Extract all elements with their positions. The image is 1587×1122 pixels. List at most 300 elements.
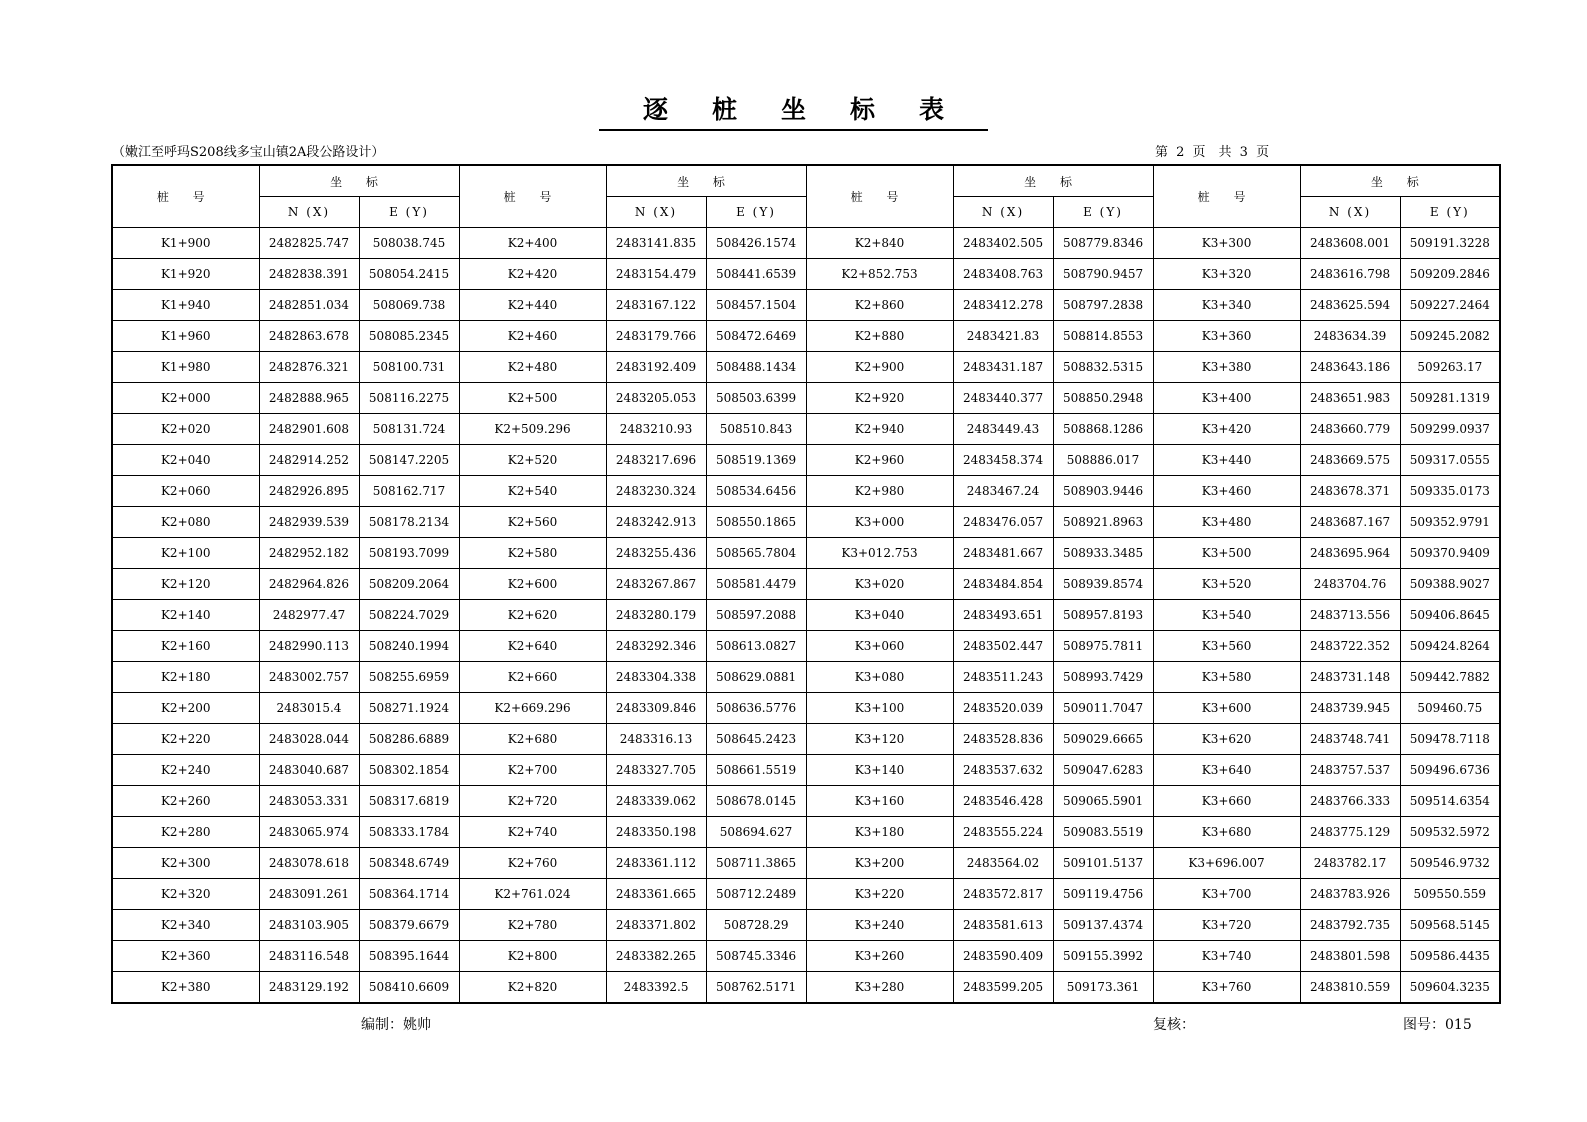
e-coord-cell: 508613.0827	[706, 631, 806, 662]
station-cell: K3+200	[806, 848, 953, 879]
station-cell: K3+400	[1153, 383, 1300, 414]
e-coord-cell: 508728.29	[706, 910, 806, 941]
n-coord-cell: 2483421.83	[953, 321, 1053, 352]
table-row	[112, 631, 1500, 662]
e-coord-cell: 508178.2134	[359, 507, 459, 538]
n-coord-cell: 2482952.182	[259, 538, 359, 569]
station-cell: K2+080	[112, 507, 259, 538]
n-coord-cell: 2482964.826	[259, 569, 359, 600]
n-coord-cell: 2483590.409	[953, 941, 1053, 972]
station-cell: K2+480	[459, 352, 606, 383]
e-header: E (Y)	[1400, 197, 1500, 228]
station-cell: K2+920	[806, 383, 953, 414]
e-coord-cell: 509352.9791	[1400, 507, 1500, 538]
station-cell: K3+000	[806, 507, 953, 538]
coord-header: 坐 标	[259, 165, 459, 197]
e-coord-cell: 508762.5171	[706, 972, 806, 1004]
n-coord-cell: 2483431.187	[953, 352, 1053, 383]
table-row	[112, 383, 1500, 414]
n-coord-cell: 2483371.802	[606, 910, 706, 941]
station-cell: K2+860	[806, 290, 953, 321]
e-coord-cell: 508745.3346	[706, 941, 806, 972]
n-coord-cell: 2482939.539	[259, 507, 359, 538]
coord-header: 坐 标	[953, 165, 1153, 197]
n-coord-cell: 2483449.43	[953, 414, 1053, 445]
table-row	[112, 755, 1500, 786]
station-cell: K3+720	[1153, 910, 1300, 941]
e-coord-cell: 509424.8264	[1400, 631, 1500, 662]
n-coord-cell: 2483242.913	[606, 507, 706, 538]
e-coord-cell: 509173.361	[1053, 972, 1153, 1004]
station-cell: K2+040	[112, 445, 259, 476]
table-row	[112, 290, 1500, 321]
e-coord-cell: 508348.6749	[359, 848, 459, 879]
station-cell: K2+440	[459, 290, 606, 321]
station-cell: K3+620	[1153, 724, 1300, 755]
n-coord-cell: 2483748.741	[1300, 724, 1400, 755]
station-cell: K3+040	[806, 600, 953, 631]
n-coord-cell: 2483002.757	[259, 662, 359, 693]
station-cell: K2+669.296	[459, 693, 606, 724]
e-coord-cell: 508488.1434	[706, 352, 806, 383]
e-coord-cell: 509101.5137	[1053, 848, 1153, 879]
station-cell: K3+740	[1153, 941, 1300, 972]
e-coord-cell: 509335.0173	[1400, 476, 1500, 507]
station-cell: K2+720	[459, 786, 606, 817]
e-coord-cell: 508850.2948	[1053, 383, 1153, 414]
station-cell: K3+420	[1153, 414, 1300, 445]
e-coord-cell: 508939.8574	[1053, 569, 1153, 600]
n-coord-cell: 2483810.559	[1300, 972, 1400, 1004]
station-cell: K2+500	[459, 383, 606, 414]
station-cell: K2+680	[459, 724, 606, 755]
station-cell: K1+960	[112, 321, 259, 352]
station-cell: K3+680	[1153, 817, 1300, 848]
n-header: N (X)	[953, 197, 1053, 228]
n-coord-cell: 2483458.374	[953, 445, 1053, 476]
n-coord-cell: 2483141.835	[606, 228, 706, 259]
n-coord-cell: 2483757.537	[1300, 755, 1400, 786]
station-cell: K2+820	[459, 972, 606, 1004]
n-coord-cell: 2483493.651	[953, 600, 1053, 631]
station-cell: K2+560	[459, 507, 606, 538]
station-cell: K1+980	[112, 352, 259, 383]
n-coord-cell: 2483402.505	[953, 228, 1053, 259]
e-coord-cell: 509263.17	[1400, 352, 1500, 383]
station-header: 桩 号	[459, 165, 606, 228]
n-coord-cell: 2483537.632	[953, 755, 1053, 786]
n-coord-cell: 2483091.261	[259, 879, 359, 910]
n-coord-cell: 2483572.817	[953, 879, 1053, 910]
n-coord-cell: 2483304.338	[606, 662, 706, 693]
station-cell: K3+240	[806, 910, 953, 941]
e-coord-cell: 509514.6354	[1400, 786, 1500, 817]
station-cell: K2+640	[459, 631, 606, 662]
station-cell: K2+840	[806, 228, 953, 259]
n-coord-cell: 2483792.735	[1300, 910, 1400, 941]
e-coord-cell: 508519.1369	[706, 445, 806, 476]
e-header: E (Y)	[1053, 197, 1153, 228]
e-coord-cell: 508457.1504	[706, 290, 806, 321]
station-cell: K3+760	[1153, 972, 1300, 1004]
e-coord-cell: 509550.559	[1400, 879, 1500, 910]
e-coord-cell: 509281.1319	[1400, 383, 1500, 414]
e-coord-cell: 508581.4479	[706, 569, 806, 600]
station-cell: K3+696.007	[1153, 848, 1300, 879]
table-row	[112, 724, 1500, 755]
n-coord-cell: 2483564.02	[953, 848, 1053, 879]
e-coord-cell: 508597.2088	[706, 600, 806, 631]
station-cell: K2+280	[112, 817, 259, 848]
e-coord-cell: 509370.9409	[1400, 538, 1500, 569]
n-coord-cell: 2483625.594	[1300, 290, 1400, 321]
e-coord-cell: 509245.2082	[1400, 321, 1500, 352]
table-row	[112, 910, 1500, 941]
station-cell: K2+880	[806, 321, 953, 352]
station-cell: K3+280	[806, 972, 953, 1004]
drawing-number: 图号：015	[1403, 1017, 1472, 1033]
station-cell: K2+980	[806, 476, 953, 507]
station-cell: K2+380	[112, 972, 259, 1004]
table-row	[112, 817, 1500, 848]
station-cell: K2+220	[112, 724, 259, 755]
n-coord-cell: 2483555.224	[953, 817, 1053, 848]
station-cell: K2+240	[112, 755, 259, 786]
e-coord-cell: 509460.75	[1400, 693, 1500, 724]
station-cell: K2+180	[112, 662, 259, 693]
project-subtitle: （嫩江至呼玛S208线多宝山镇2A段公路设计）	[112, 145, 385, 160]
e-coord-cell: 509047.6283	[1053, 755, 1153, 786]
e-coord-cell: 508779.8346	[1053, 228, 1153, 259]
n-coord-cell: 2483116.548	[259, 941, 359, 972]
e-coord-cell: 509155.3992	[1053, 941, 1153, 972]
e-coord-cell: 508921.8963	[1053, 507, 1153, 538]
e-coord-cell: 508678.0145	[706, 786, 806, 817]
e-coord-cell: 508240.1994	[359, 631, 459, 662]
n-coord-cell: 2483267.867	[606, 569, 706, 600]
station-cell: K3+700	[1153, 879, 1300, 910]
e-coord-cell: 508085.2345	[359, 321, 459, 352]
station-cell: K3+140	[806, 755, 953, 786]
station-cell: K3+440	[1153, 445, 1300, 476]
table-row	[112, 569, 1500, 600]
n-coord-cell: 2483687.167	[1300, 507, 1400, 538]
e-coord-cell: 509388.9027	[1400, 569, 1500, 600]
n-coord-cell: 2483766.333	[1300, 786, 1400, 817]
e-coord-cell: 508100.731	[359, 352, 459, 383]
station-cell: K3+480	[1153, 507, 1300, 538]
n-coord-cell: 2483154.479	[606, 259, 706, 290]
e-coord-cell: 508147.2205	[359, 445, 459, 476]
n-coord-cell: 2483015.4	[259, 693, 359, 724]
station-cell: K2+020	[112, 414, 259, 445]
table-row	[112, 476, 1500, 507]
n-coord-cell: 2483217.696	[606, 445, 706, 476]
station-cell: K2+940	[806, 414, 953, 445]
station-cell: K2+000	[112, 383, 259, 414]
station-cell: K2+800	[459, 941, 606, 972]
page-number: 第 2 页 共 3 页	[1155, 145, 1270, 160]
e-coord-cell: 508038.745	[359, 228, 459, 259]
n-coord-cell: 2483695.964	[1300, 538, 1400, 569]
e-coord-cell: 509496.6736	[1400, 755, 1500, 786]
e-coord-cell: 508712.2489	[706, 879, 806, 910]
n-coord-cell: 2483511.243	[953, 662, 1053, 693]
station-cell: K3+660	[1153, 786, 1300, 817]
station-cell: K3+100	[806, 693, 953, 724]
e-coord-cell: 508224.7029	[359, 600, 459, 631]
e-coord-cell: 509065.5901	[1053, 786, 1153, 817]
n-coord-cell: 2483412.278	[953, 290, 1053, 321]
n-coord-cell: 2483783.926	[1300, 879, 1400, 910]
e-coord-cell: 508814.8553	[1053, 321, 1153, 352]
station-cell: K2+852.753	[806, 259, 953, 290]
station-cell: K2+120	[112, 569, 259, 600]
station-cell: K1+900	[112, 228, 259, 259]
e-coord-cell: 508903.9446	[1053, 476, 1153, 507]
n-coord-cell: 2483581.613	[953, 910, 1053, 941]
n-coord-cell: 2483053.331	[259, 786, 359, 817]
n-coord-cell: 2483280.179	[606, 600, 706, 631]
e-coord-cell: 509546.9732	[1400, 848, 1500, 879]
n-coord-cell: 2483255.436	[606, 538, 706, 569]
e-header: E (Y)	[359, 197, 459, 228]
e-coord-cell: 508317.6819	[359, 786, 459, 817]
n-coord-cell: 2483608.001	[1300, 228, 1400, 259]
station-cell: K2+960	[806, 445, 953, 476]
n-coord-cell: 2482851.034	[259, 290, 359, 321]
n-coord-cell: 2483192.409	[606, 352, 706, 383]
station-cell: K3+640	[1153, 755, 1300, 786]
n-coord-cell: 2483392.5	[606, 972, 706, 1004]
station-cell: K2+100	[112, 538, 259, 569]
n-coord-cell: 2483316.13	[606, 724, 706, 755]
e-coord-cell: 508711.3865	[706, 848, 806, 879]
coordinate-table	[111, 164, 1501, 1004]
n-header: N (X)	[259, 197, 359, 228]
n-coord-cell: 2483350.198	[606, 817, 706, 848]
station-cell: K2+600	[459, 569, 606, 600]
table-row	[112, 259, 1500, 290]
n-coord-cell: 2483361.665	[606, 879, 706, 910]
n-coord-cell: 2483065.974	[259, 817, 359, 848]
e-coord-cell: 508069.738	[359, 290, 459, 321]
e-coord-cell: 508193.7099	[359, 538, 459, 569]
station-cell: K3+520	[1153, 569, 1300, 600]
n-coord-cell: 2483678.371	[1300, 476, 1400, 507]
n-coord-cell: 2483616.798	[1300, 259, 1400, 290]
station-header: 桩 号	[1153, 165, 1300, 228]
station-cell: K3+180	[806, 817, 953, 848]
n-coord-cell: 2483309.846	[606, 693, 706, 724]
e-coord-cell: 509299.0937	[1400, 414, 1500, 445]
n-coord-cell: 2482838.391	[259, 259, 359, 290]
e-coord-cell: 508410.6609	[359, 972, 459, 1004]
station-cell: K3+300	[1153, 228, 1300, 259]
station-cell: K2+660	[459, 662, 606, 693]
e-coord-cell: 509227.2464	[1400, 290, 1500, 321]
station-cell: K3+220	[806, 879, 953, 910]
station-header: 桩 号	[112, 165, 259, 228]
e-coord-cell: 509191.3228	[1400, 228, 1500, 259]
n-coord-cell: 2483704.76	[1300, 569, 1400, 600]
e-coord-cell: 508426.1574	[706, 228, 806, 259]
table-row	[112, 321, 1500, 352]
table-row	[112, 879, 1500, 910]
n-coord-cell: 2482863.678	[259, 321, 359, 352]
table-row	[112, 352, 1500, 383]
station-cell: K3+340	[1153, 290, 1300, 321]
e-coord-cell: 508162.717	[359, 476, 459, 507]
e-coord-cell: 508209.2064	[359, 569, 459, 600]
n-coord-cell: 2483230.324	[606, 476, 706, 507]
e-coord-cell: 508441.6539	[706, 259, 806, 290]
station-cell: K1+940	[112, 290, 259, 321]
e-coord-cell: 509604.3235	[1400, 972, 1500, 1004]
station-cell: K2+300	[112, 848, 259, 879]
n-coord-cell: 2482977.47	[259, 600, 359, 631]
e-coord-cell: 508933.3485	[1053, 538, 1153, 569]
n-coord-cell: 2483713.556	[1300, 600, 1400, 631]
n-coord-cell: 2483546.428	[953, 786, 1053, 817]
n-coord-cell: 2483361.112	[606, 848, 706, 879]
e-coord-cell: 508395.1644	[359, 941, 459, 972]
e-coord-cell: 508868.1286	[1053, 414, 1153, 445]
e-coord-cell: 509137.4374	[1053, 910, 1153, 941]
station-cell: K3+460	[1153, 476, 1300, 507]
e-coord-cell: 508364.1714	[359, 879, 459, 910]
e-coord-cell: 509209.2846	[1400, 259, 1500, 290]
e-coord-cell: 509478.7118	[1400, 724, 1500, 755]
e-coord-cell: 509317.0555	[1400, 445, 1500, 476]
e-coord-cell: 509442.7882	[1400, 662, 1500, 693]
n-coord-cell: 2483782.17	[1300, 848, 1400, 879]
e-coord-cell: 508534.6456	[706, 476, 806, 507]
station-cell: K2+060	[112, 476, 259, 507]
coord-header: 坐 标	[606, 165, 806, 197]
n-coord-cell: 2483739.945	[1300, 693, 1400, 724]
station-cell: K2+540	[459, 476, 606, 507]
table-row	[112, 600, 1500, 631]
n-coord-cell: 2483078.618	[259, 848, 359, 879]
table-row	[112, 972, 1500, 1004]
e-coord-cell: 508286.6889	[359, 724, 459, 755]
station-cell: K3+012.753	[806, 538, 953, 569]
table-row	[112, 786, 1500, 817]
page-title: 逐桩坐标表	[599, 93, 988, 131]
e-coord-cell: 508510.843	[706, 414, 806, 445]
e-coord-cell: 508302.1854	[359, 755, 459, 786]
station-cell: K2+460	[459, 321, 606, 352]
e-coord-cell: 509119.4756	[1053, 879, 1153, 910]
e-coord-cell: 509532.5972	[1400, 817, 1500, 848]
e-coord-cell: 508993.7429	[1053, 662, 1153, 693]
e-coord-cell: 509029.6665	[1053, 724, 1153, 755]
table-row	[112, 445, 1500, 476]
n-coord-cell: 2483292.346	[606, 631, 706, 662]
n-coord-cell: 2482876.321	[259, 352, 359, 383]
station-cell: K2+700	[459, 755, 606, 786]
station-cell: K3+020	[806, 569, 953, 600]
station-cell: K3+080	[806, 662, 953, 693]
e-coord-cell: 509586.4435	[1400, 941, 1500, 972]
station-cell: K2+400	[459, 228, 606, 259]
reviewer-label: 复核：	[1153, 1017, 1195, 1033]
n-coord-cell: 2483722.352	[1300, 631, 1400, 662]
n-coord-cell: 2483775.129	[1300, 817, 1400, 848]
n-coord-cell: 2482901.608	[259, 414, 359, 445]
table-row	[112, 414, 1500, 445]
e-coord-cell: 508832.5315	[1053, 352, 1153, 383]
e-coord-cell: 508503.6399	[706, 383, 806, 414]
n-coord-cell: 2483327.705	[606, 755, 706, 786]
station-cell: K2+320	[112, 879, 259, 910]
n-header: N (X)	[606, 197, 706, 228]
station-cell: K1+920	[112, 259, 259, 290]
n-coord-cell: 2483801.598	[1300, 941, 1400, 972]
table-row	[112, 693, 1500, 724]
n-coord-cell: 2483481.667	[953, 538, 1053, 569]
n-coord-cell: 2483467.24	[953, 476, 1053, 507]
station-cell: K2+340	[112, 910, 259, 941]
e-coord-cell: 508629.0881	[706, 662, 806, 693]
e-coord-cell: 508975.7811	[1053, 631, 1153, 662]
table-row	[112, 228, 1500, 259]
station-cell: K2+580	[459, 538, 606, 569]
e-coord-cell: 509011.7047	[1053, 693, 1153, 724]
n-coord-cell: 2483167.122	[606, 290, 706, 321]
n-coord-cell: 2483520.039	[953, 693, 1053, 724]
e-coord-cell: 508333.1784	[359, 817, 459, 848]
station-cell: K2+740	[459, 817, 606, 848]
n-coord-cell: 2483651.983	[1300, 383, 1400, 414]
n-coord-cell: 2483408.763	[953, 259, 1053, 290]
n-coord-cell: 2483440.377	[953, 383, 1053, 414]
e-coord-cell: 508379.6679	[359, 910, 459, 941]
n-coord-cell: 2482990.113	[259, 631, 359, 662]
station-cell: K2+260	[112, 786, 259, 817]
n-coord-cell: 2483028.044	[259, 724, 359, 755]
n-coord-cell: 2483599.205	[953, 972, 1053, 1004]
n-coord-cell: 2482888.965	[259, 383, 359, 414]
n-coord-cell: 2483476.057	[953, 507, 1053, 538]
station-cell: K2+760	[459, 848, 606, 879]
n-coord-cell: 2483528.836	[953, 724, 1053, 755]
n-coord-cell: 2483660.779	[1300, 414, 1400, 445]
station-header: 桩 号	[806, 165, 953, 228]
station-cell: K2+140	[112, 600, 259, 631]
page-title-wrap	[0, 93, 1587, 131]
station-cell: K2+620	[459, 600, 606, 631]
e-coord-cell: 508472.6469	[706, 321, 806, 352]
table-row	[112, 538, 1500, 569]
e-coord-cell: 508661.5519	[706, 755, 806, 786]
header-row-1	[112, 165, 1500, 197]
station-cell: K2+780	[459, 910, 606, 941]
n-coord-cell: 2483339.062	[606, 786, 706, 817]
station-cell: K3+260	[806, 941, 953, 972]
e-coord-cell: 508797.2838	[1053, 290, 1153, 321]
n-coord-cell: 2483179.766	[606, 321, 706, 352]
station-cell: K2+900	[806, 352, 953, 383]
e-coord-cell: 508636.5776	[706, 693, 806, 724]
table-row	[112, 507, 1500, 538]
n-coord-cell: 2482926.895	[259, 476, 359, 507]
n-header: N (X)	[1300, 197, 1400, 228]
station-cell: K3+580	[1153, 662, 1300, 693]
station-cell: K2+420	[459, 259, 606, 290]
e-coord-cell: 508886.017	[1053, 445, 1153, 476]
